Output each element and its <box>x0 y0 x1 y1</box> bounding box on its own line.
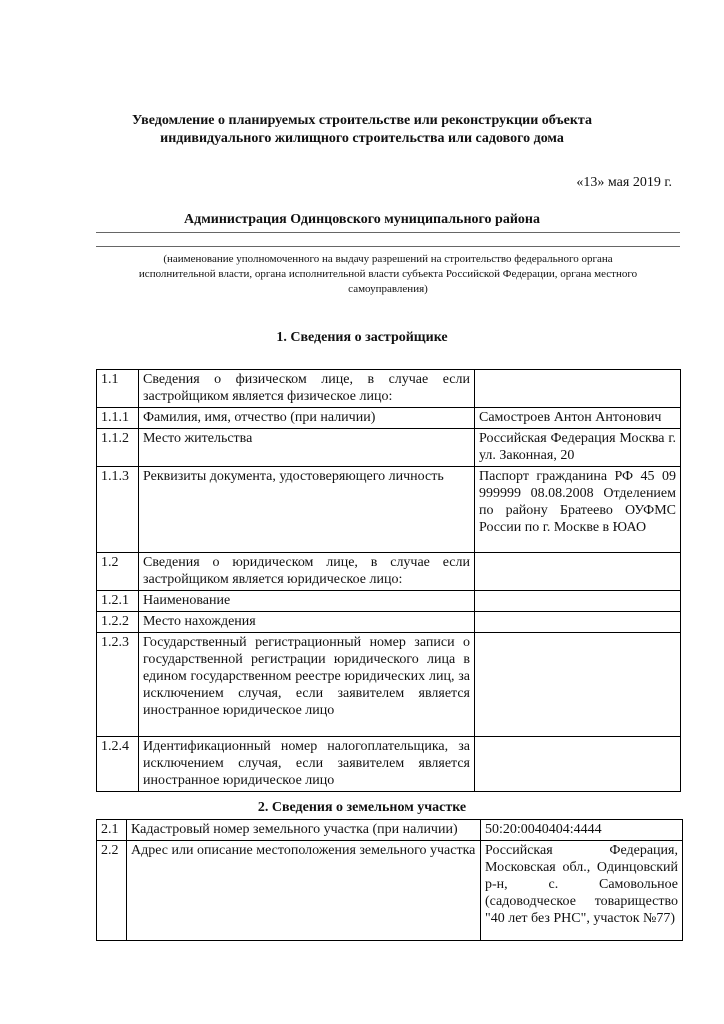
authority-note-line-3: самоуправления) <box>348 283 428 295</box>
row-value <box>475 612 681 633</box>
row-number: 2.2 <box>97 841 127 941</box>
row-number: 1.2.2 <box>97 612 139 633</box>
row-value <box>475 633 681 737</box>
row-description: Наименование <box>139 591 475 612</box>
document-title-line-2: индивидуального жилищного строительства или садового дома <box>160 131 564 146</box>
table-row <box>97 841 683 941</box>
authority-underline-2 <box>96 246 680 247</box>
section-1-title: 1. Сведения о застройщике <box>276 330 448 345</box>
row-number: 1.1.3 <box>97 467 139 553</box>
row-value <box>475 553 681 591</box>
table-row <box>97 553 681 591</box>
authority-note-line-1: (наименование уполномоченного на выдачу разрешений на строительство федерального органа <box>163 253 613 265</box>
row-number: 1.2.1 <box>97 591 139 612</box>
row-value: Российская Федерация Москва г. ул. Законная, 20 <box>475 429 681 467</box>
row-value: Паспорт гражданина РФ 45 09 999999 08.08.2008 Отделением по району Братеево ОУФМС России по г. Москве в ЮАО <box>475 467 681 553</box>
authority-note-line-2: исполнительной власти, органа исполнительной власти субъекта Российской Федерации, органа местного <box>138 268 638 280</box>
developer-info-table <box>96 369 681 792</box>
row-description: Сведения о физическом лице, в случае если застройщиком является физическое лицо: <box>139 370 475 408</box>
row-number: 1.2.4 <box>97 737 139 792</box>
row-description: Место жительства <box>139 429 475 467</box>
row-value: Российская Федерация, Московская обл., Одинцовский р-н, с. Самовольное (садоводческое товарищество "40 лет без РНС", участок №77) <box>481 841 683 941</box>
row-value <box>475 737 681 792</box>
section-2-title: 2. Сведения о земельном участке <box>257 800 467 815</box>
row-number: 1.2 <box>97 553 139 591</box>
row-value <box>475 370 681 408</box>
authority-name: Администрация Одинцовского муниципального района <box>184 212 540 227</box>
row-value: 50:20:0040404:4444 <box>481 820 683 841</box>
row-number: 1.1.2 <box>97 429 139 467</box>
row-number: 1.1 <box>97 370 139 408</box>
row-description: Место нахождения <box>139 612 475 633</box>
table-row <box>97 370 681 408</box>
table-row <box>97 633 681 737</box>
table-row <box>97 467 681 553</box>
table-row <box>97 591 681 612</box>
document-title-line-1: Уведомление о планируемых строительстве или реконструкции объекта <box>132 113 592 128</box>
row-number: 2.1 <box>97 820 127 841</box>
document-date: «13» мая 2019 г. <box>576 175 672 190</box>
table-row <box>97 429 681 467</box>
row-description: Фамилия, имя, отчество (при наличии) <box>139 408 475 429</box>
row-description: Реквизиты документа, удостоверяющего личность <box>139 467 475 553</box>
row-description: Адрес или описание местоположения земельного участка <box>127 841 481 941</box>
row-value <box>475 591 681 612</box>
document-title <box>0 112 724 148</box>
row-description: Сведения о юридическом лице, в случае если застройщиком является юридическое лицо: <box>139 553 475 591</box>
table-row <box>97 820 683 841</box>
table-row <box>97 737 681 792</box>
table-row <box>97 408 681 429</box>
row-number: 1.2.3 <box>97 633 139 737</box>
row-number: 1.1.1 <box>97 408 139 429</box>
row-description: Идентификационный номер налогоплательщика, за исключением случая, если заявителем является иностранное юридическое лицо <box>139 737 475 792</box>
table-row <box>97 612 681 633</box>
row-description: Государственный регистрационный номер записи о государственной регистрации юридического лица в едином государственном реестре юридических лиц, за исключением случая, если заявителем является иностранное юридическое лицо <box>139 633 475 737</box>
land-plot-table <box>96 819 683 941</box>
authority-note <box>96 252 680 297</box>
row-description: Кадастровый номер земельного участка (при наличии) <box>127 820 481 841</box>
row-value: Самостроев Антон Антонович <box>475 408 681 429</box>
authority-underline <box>96 232 680 233</box>
